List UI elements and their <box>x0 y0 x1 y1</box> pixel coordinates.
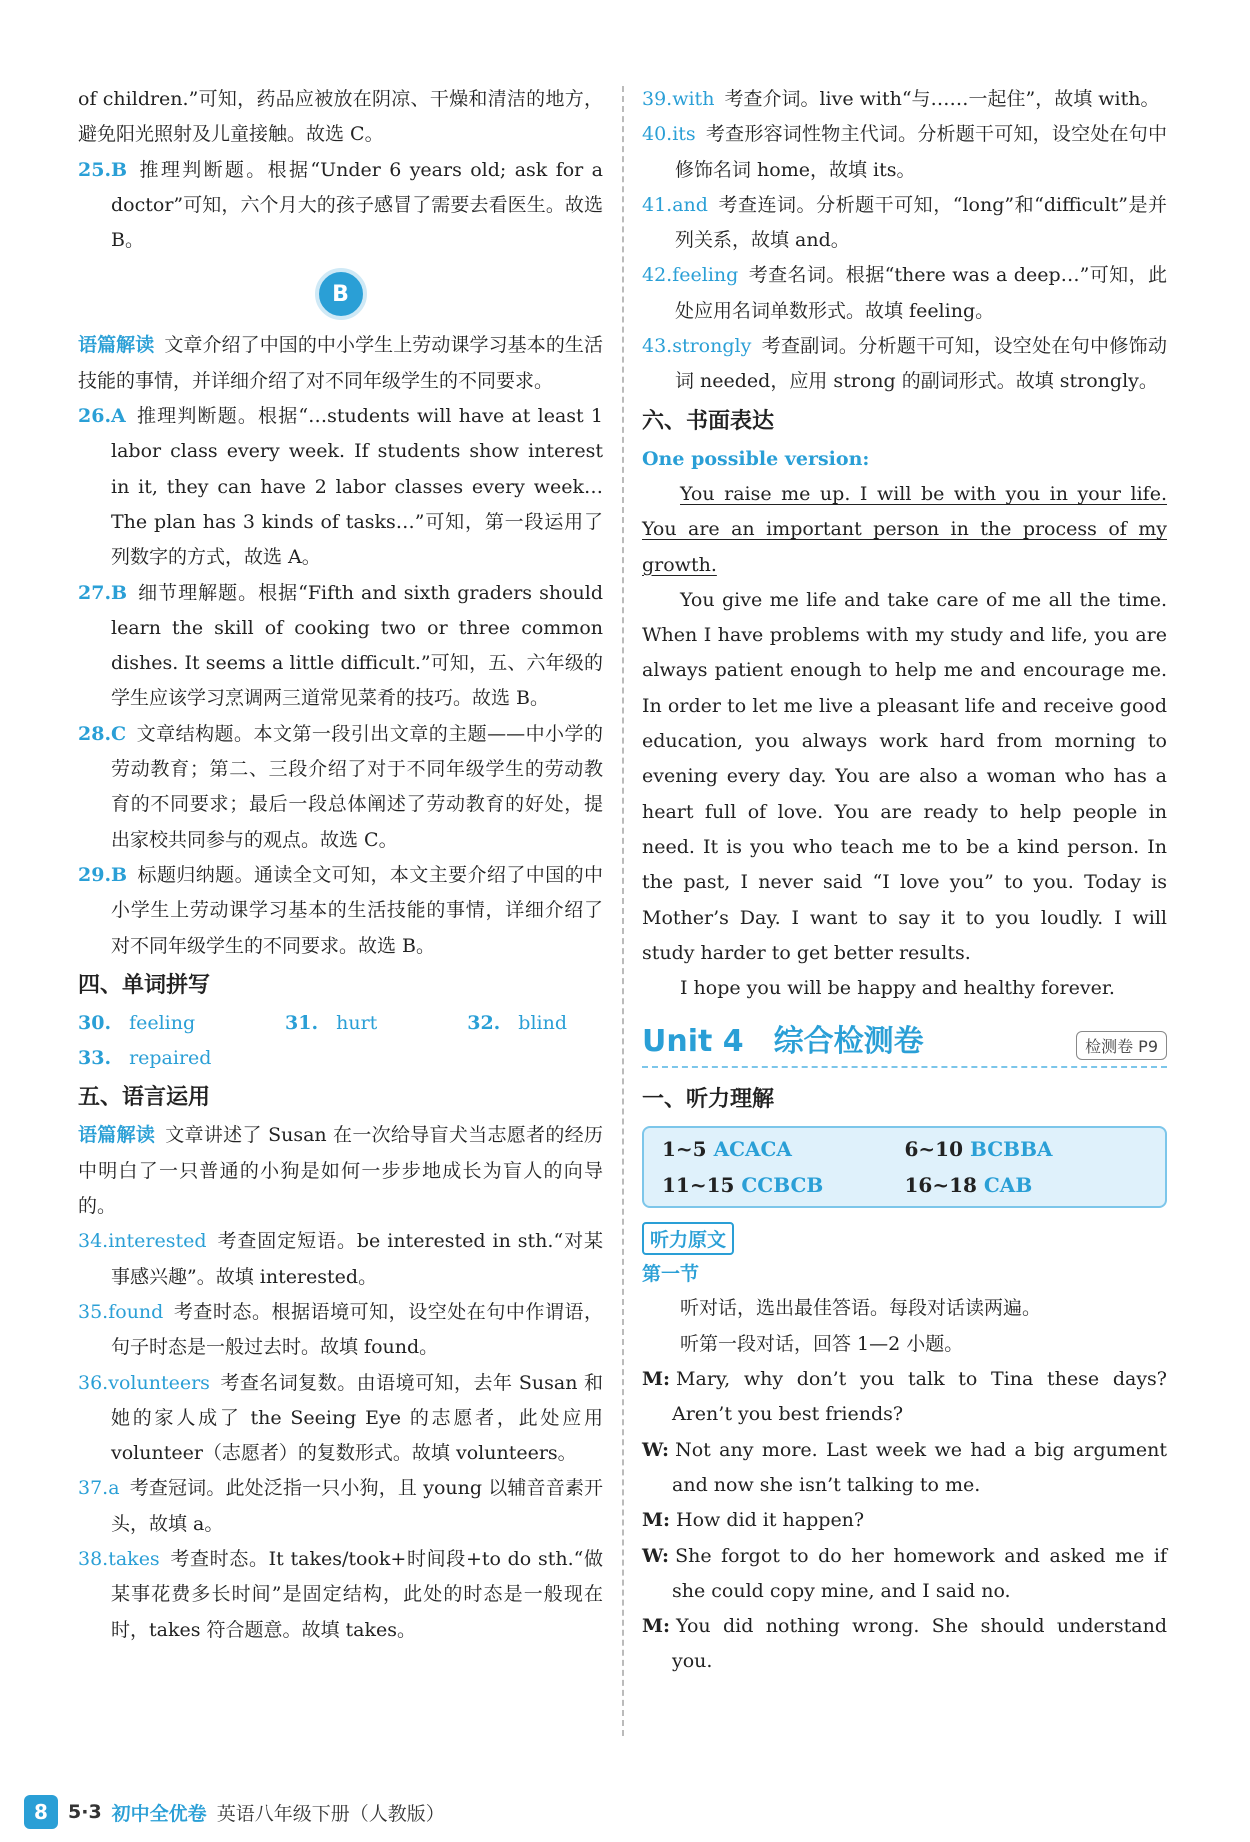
passage-tag: 语篇解读 <box>78 334 155 357</box>
q39-explanation: 考查介词。live with“与……一起住”，故填 with。 <box>724 88 1160 110</box>
essay-p1-text: You raise me up. I will be with you in your life. You are an important person in the process of my growth. <box>642 482 1167 576</box>
book-title: 英语八年级下册（人教版） <box>216 1802 445 1825</box>
answer-row: 1~5 ACACA <box>662 1137 792 1162</box>
version-label: One possible version: <box>642 447 870 470</box>
intro-continuation: of children.”可知，药品应被放在阴凉、干燥和清洁的地方，避免阳光照射及儿童接触。故选 C。 <box>78 88 603 146</box>
unit-header <box>642 1016 1167 1068</box>
left-column <box>78 82 603 1648</box>
essay-paragraph-3: I hope you will be happy and healthy forever. <box>680 977 1115 1000</box>
q39-answer: 39.with <box>642 88 715 110</box>
q28-answer: 28.C <box>78 722 127 745</box>
question-40 <box>642 117 1167 188</box>
q37-answer: 37.a <box>78 1477 120 1500</box>
q38-answer: 38.takes <box>78 1547 160 1570</box>
page-footer <box>24 1795 445 1829</box>
section-6-title: 六、书面表达 <box>642 407 775 434</box>
answer-row: 16~18 CAB <box>904 1173 1033 1198</box>
q36-answer: 36.volunteers <box>78 1371 210 1394</box>
section-4-title: 四、单词拼写 <box>78 971 211 998</box>
script-tag: 听力原文 <box>642 1222 734 1255</box>
q41-explanation: 考查连词。分析题干可知，“long”和“difficult”是并列关系，故填 and。 <box>675 193 1167 252</box>
q43-answer: 43.strongly <box>642 335 752 358</box>
essay-paragraph-1 <box>642 477 1167 583</box>
instruction-2: 听第一段对话，回答 1—2 小题。 <box>680 1332 964 1355</box>
spelling-item: 33. repaired <box>78 1047 212 1070</box>
q27-explanation: 细节理解题。根据“Fifth and sixth graders should learn the skill of cooking two or three common dishes. It seems a little difficult.”可知，五、六年级的学生应该学习烹调两三道常见菜肴的技巧。故选 B。 <box>111 581 603 710</box>
dialog-line: W: Not any more. Last week we had a big argument and now she isn’t talking to me. <box>642 1438 1167 1496</box>
passage2-summary <box>78 1118 603 1224</box>
question-43 <box>642 329 1167 400</box>
question-26 <box>78 399 603 575</box>
dialog-line: W: She forgot to do her homework and asked me if she could copy mine, and I said no. <box>642 1544 1167 1602</box>
answer-row: 6~10 BCBBA <box>904 1137 1053 1162</box>
dialog-line: M: You did nothing wrong. She should understand you. <box>642 1615 1167 1673</box>
listening-answer-box <box>642 1126 1167 1208</box>
q41-answer: 41.and <box>642 193 708 216</box>
question-36 <box>78 1366 603 1472</box>
q34-answer: 34.interested <box>78 1230 207 1253</box>
dialog-line: M: Mary, why don’t you talk to Tina these days? Aren’t you best friends? <box>642 1368 1167 1426</box>
q29-explanation: 标题归纳题。通读全文可知，本文主要介绍了中国的中小学生上劳动课学习基本的生活技能的事情，详细介绍了对不同年级学生的不同要求。故选 B。 <box>111 863 603 957</box>
question-25 <box>78 153 603 259</box>
q35-explanation: 考查时态。根据语境可知，设空处在句中作谓语，句子时态是一般过去时。故填 found。 <box>111 1300 603 1359</box>
q42-explanation: 考查名词。根据“there was a deep…”可知，此处应用名词单数形式。故填 feeling。 <box>675 264 1167 322</box>
instruction-1: 听对话，选出最佳答语。每段对话读两遍。 <box>680 1297 1042 1320</box>
q26-answer: 26.A <box>78 405 126 428</box>
question-27 <box>78 576 603 717</box>
passage-b-marker <box>78 268 603 320</box>
series-name: 初中全优卷 <box>111 1802 207 1825</box>
passage2-tag: 语篇解读 <box>78 1124 156 1147</box>
unit-page-ref: 检测卷 P9 <box>1076 1031 1167 1060</box>
spelling-item: 32. blind <box>467 1011 567 1034</box>
section-5-title: 五、语言运用 <box>78 1084 211 1111</box>
q25-answer: 25.B <box>78 158 128 181</box>
passage-text: 文章介绍了中国的中小学生上劳动课学习基本的生活技能的事情，并详细介绍了对不同年级学生的不同要求。 <box>78 334 603 392</box>
q36-explanation: 考查名词复数。由语境可知，去年 Susan 和她的家人成了 the Seeing Eye 的志愿者，此处应用 volunteer（志愿者）的复数形式。故填 volunteers。 <box>111 1371 603 1465</box>
q37-explanation: 考查冠词。此处泛指一只小狗，且 young 以辅音音素开头，故填 a。 <box>111 1477 603 1535</box>
q25-explanation: 推理判断题。根据“Under 6 years old; ask for a doctor”可知，六个月大的孩子感冒了需要去看医生。故选 B。 <box>111 158 603 252</box>
passage-summary <box>78 328 603 399</box>
passage2-text: 文章讲述了 Susan 在一次给导盲犬当志愿者的经历中明白了一只普通的小狗是如何一步步地成长为盲人的向导的。 <box>78 1124 603 1218</box>
brand-name: 5·3 <box>68 1801 102 1823</box>
passage-b-badge: B <box>315 268 367 320</box>
question-37 <box>78 1471 603 1542</box>
question-35 <box>78 1295 603 1366</box>
q42-answer: 42.feeling <box>642 264 739 287</box>
q40-answer: 40.its <box>642 123 696 146</box>
dialog-line: M: How did it happen? <box>642 1509 865 1532</box>
unit-title: Unit 4 综合检测卷 <box>642 1024 924 1060</box>
essay-paragraph-2: You give me life and take care of me all the time. When I have problems with my study and life, you are always patient enough to help me and encourage me. In order to let me live a pleasant life and receive good education, you always work hard from morning to evening every day. You are also a woman who has a heart full of love. You are ready to help people in need. It is you who teach me to be a kind person. In the past, I never said “I love you” to you. Today is Mother’s Day. I want to say it to you loudly. I will study harder to get better results. <box>642 588 1167 964</box>
spelling-item: 30. feeling <box>78 1011 196 1034</box>
listening-title: 一、听力理解 <box>642 1086 775 1113</box>
q27-answer: 27.B <box>78 581 128 604</box>
q34-explanation: 考查固定短语。be interested in sth.“对某事感兴趣”。故填 interested。 <box>111 1230 603 1288</box>
q35-answer: 35.found <box>78 1300 164 1323</box>
question-29 <box>78 858 603 964</box>
q28-explanation: 文章结构题。本文第一段引出文章的主题——中小学的劳动教育；第二、三段介绍了对于不同年级学生的劳动教育的不同要求；最后一段总体阐述了劳动教育的好处，提出家校共同参与的观点。故选 C。 <box>111 722 603 851</box>
q26-explanation: 推理判断题。根据“…students will have at least 1 labor class every week. If students show interest in it, they can have 2 labor classes every week…The plan has 3 kinds of tasks…”可知，第一段运用了列数字的方式，故选 A。 <box>111 405 603 569</box>
section-1-label: 第一节 <box>642 1263 700 1286</box>
q43-explanation: 考查副词。分析题干可知，设空处在句中修饰动词 needed，应用 strong 的副词形式。故填 strongly。 <box>675 335 1167 393</box>
right-column <box>642 82 1167 1680</box>
q40-explanation: 考查形容词性物主代词。分析题干可知，设空处在句中修饰名词 home，故填 its。 <box>675 123 1167 181</box>
q29-answer: 29.B <box>78 863 128 886</box>
column-divider <box>622 86 624 1736</box>
question-39 <box>642 82 1167 117</box>
spelling-answers <box>78 1006 603 1077</box>
question-42 <box>642 258 1167 329</box>
question-41 <box>642 188 1167 259</box>
page-number: 8 <box>24 1795 58 1829</box>
q38-explanation: 考查时态。It takes/took+时间段+to do sth.“做某事花费多长时间”是固定结构，此处的时态是一般现在时，takes 符合题意。故填 takes。 <box>111 1547 603 1641</box>
question-38 <box>78 1542 603 1648</box>
question-34 <box>78 1224 603 1295</box>
spelling-item: 31. hurt <box>285 1011 378 1034</box>
question-28 <box>78 717 603 858</box>
answer-row: 11~15 CCBCB <box>662 1173 824 1198</box>
